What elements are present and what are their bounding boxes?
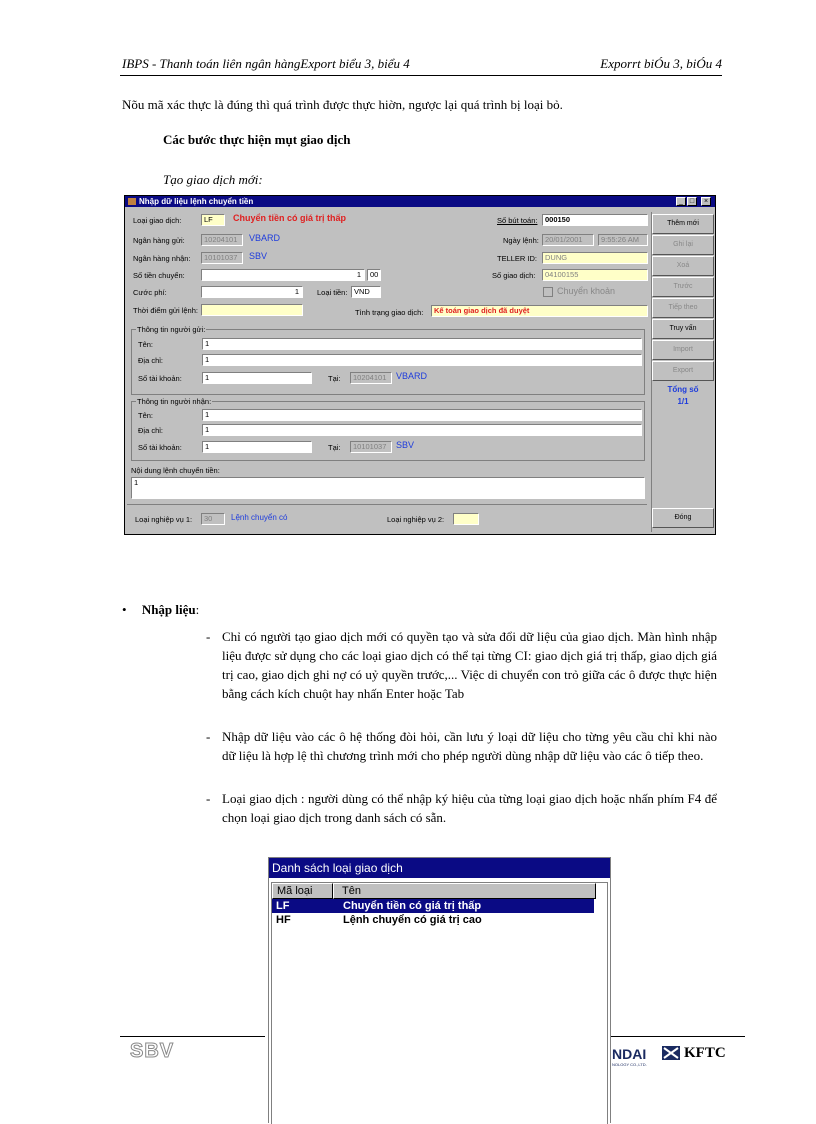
loai-tien-label: Loại tiền: — [317, 288, 348, 297]
chuyen-khoan-label: Chuyển khoản — [557, 286, 616, 296]
hyundai-logo: NDAI — [612, 1046, 647, 1062]
sender-so-tk-label: Số tài khoản: — [138, 374, 182, 383]
sender-group — [131, 325, 645, 395]
nh-nhan-code-field[interactable]: 10101037 — [201, 252, 243, 264]
intro-paragraph: Nõu mã xác thực là đúng thì quá trình được thực hiờn, ngược lại quá trình bị loại bỏ. — [122, 97, 563, 112]
list-item — [206, 789, 717, 827]
so-but-toan-label: Số bút toán: — [497, 216, 538, 225]
section-title: Các bước thực hiện mụt giao dịch — [163, 132, 351, 147]
list-item-text: Chỉ có người tạo giao dịch mới có quyền tạo và sửa đổi dữ liệu của giao dịch. Màn hình nhập liệu được sử dụng cho các loại giao dịch có thể tại từng CI: giao dịch giá trị thấp, giao dịch giá trị cao, giao dịch ghi nợ có uỷ quyền trước,... Việc di chuyển con trỏ giữa các ô được thực hiện bằng cách kích chuột hay nhấn Enter hoặc Tab — [222, 629, 717, 701]
cuoc-phi-field[interactable]: 1 — [201, 286, 303, 298]
list-window-titlebar — [269, 858, 610, 878]
footer-rule-right — [610, 1036, 745, 1037]
nh-nhan-label: Ngân hàng nhận: — [133, 254, 191, 263]
truoc-button[interactable]: Trước — [652, 277, 714, 297]
tong-so-label: Tổng số — [667, 385, 699, 394]
header-right: Exporrt biÓu 3, biÓu 4 — [600, 56, 722, 71]
col-code-header[interactable]: Mã loại — [272, 883, 333, 899]
minimize-button[interactable]: _ — [676, 197, 686, 206]
sender-so-tk-field[interactable]: 1 — [202, 372, 312, 384]
sender-tai-code-field[interactable]: 10204101 — [350, 372, 392, 384]
thoi-diem-label: Thời điểm gửi lệnh: — [133, 306, 198, 315]
bullet-icon: • — [122, 602, 127, 617]
side-toolbar — [651, 212, 714, 532]
so-tien-label: Số tiền chuyển: — [133, 271, 185, 280]
list-item — [206, 627, 717, 703]
receiver-so-tk-field[interactable]: 1 — [202, 441, 312, 453]
ngay-lenh-date-field[interactable]: 20/01/2001 — [542, 234, 594, 246]
bullet-nhap-lieu — [122, 600, 199, 620]
so-tien-cents-field[interactable]: 00 — [367, 269, 381, 281]
list-view — [271, 882, 608, 1124]
window-title: Nhập dữ liệu lệnh chuyển tiền — [139, 197, 254, 206]
transaction-type-list-window — [268, 857, 611, 1123]
so-but-toan-field[interactable]: 000150 — [542, 214, 648, 226]
row-code: LF — [276, 900, 290, 912]
nghiep-vu1-desc: Lệnh chuyển có — [231, 513, 288, 522]
form-area — [127, 209, 647, 531]
sender-tai-name: VBARD — [396, 371, 428, 381]
noi-dung-label: Nội dung lệnh chuyển tiền: — [131, 466, 220, 475]
nghiep-vu2-field[interactable] — [453, 513, 479, 525]
row-name: Chuyển tiền có giá trị thấp — [343, 900, 482, 912]
subsection-title: Tạo giao dịch mới: — [163, 172, 263, 187]
so-gd-label: Số giao dịch: — [492, 271, 536, 280]
hyundai-logo-sub: NOLOGY CO.,LTD. — [612, 1062, 647, 1067]
sender-group-title: Thông tin người gửi: — [137, 325, 206, 334]
cuoc-phi-label: Cước phí: — [133, 288, 167, 297]
tong-so-value: 1/1 — [677, 397, 689, 406]
transfer-entry-window — [124, 195, 716, 535]
receiver-group — [131, 397, 645, 461]
loai-gd-label: Loại giao dịch: — [133, 216, 182, 225]
receiver-dia-chi-label: Địa chỉ: — [138, 426, 164, 435]
nghiep-vu1-field[interactable]: 30 — [201, 513, 225, 525]
tinh-trang-field: Kế toán giao dịch đã duyệt — [431, 305, 648, 317]
nghiep-vu2-label: Loại nghiệp vụ 2: — [387, 515, 445, 524]
noi-dung-field[interactable]: 1 — [131, 477, 645, 499]
tinh-trang-label: Tình trạng giao dịch: — [355, 308, 424, 317]
nh-gui-label: Ngân hàng gửi: — [133, 236, 185, 245]
nh-gui-code-field[interactable]: 10204101 — [201, 234, 243, 246]
dash-marker: - — [206, 629, 211, 644]
list-item-text: Nhập dữ liệu vào các ô hệ thống đòi hỏi, cần lưu ý loại dữ liệu cho từng yêu cầu chỉ khi nào dữ liệu là hợp lệ thì chương trình mới cho phép người dùng nhập dữ liệu vào các ô tiếp theo. — [222, 729, 717, 763]
teller-field[interactable]: DUNG — [542, 252, 648, 264]
truy-van-button[interactable]: Truy vấn — [652, 319, 714, 339]
sender-tai-label: Tại: — [328, 374, 341, 383]
tiep-theo-button[interactable]: Tiếp theo — [652, 298, 714, 318]
receiver-so-tk-label: Số tài khoản: — [138, 443, 182, 452]
receiver-tai-code-field[interactable]: 10101037 — [350, 441, 392, 453]
table-row[interactable] — [272, 913, 594, 927]
receiver-tai-label: Tại: — [328, 443, 341, 452]
dash-marker: - — [206, 729, 211, 744]
table-row[interactable] — [272, 899, 594, 913]
ngay-lenh-label: Ngày lệnh: — [503, 236, 539, 245]
header-left: IBPS - Thanh toán liên ngân hàngExport biểu 3, biểu 4 — [122, 56, 410, 71]
dong-button[interactable]: Đóng — [652, 508, 714, 528]
thoi-diem-field[interactable] — [201, 304, 303, 316]
window-titlebar — [125, 196, 715, 207]
list-item — [206, 727, 717, 765]
them-moi-button[interactable]: Thêm mới — [652, 214, 714, 234]
nghiep-vu1-label: Loại nghiệp vụ 1: — [135, 515, 193, 524]
sender-ten-label: Tên: — [138, 340, 154, 349]
ngay-lenh-time-field[interactable]: 9:55:26 AM — [598, 234, 648, 246]
loai-gd-desc: Chuyển tiền có giá trị thấp — [233, 213, 347, 223]
receiver-ten-label: Tên: — [138, 411, 154, 420]
bullet-colon: : — [195, 602, 200, 617]
footer-rule-left — [120, 1036, 265, 1037]
receiver-dia-chi-field[interactable]: 1 — [202, 424, 642, 436]
loai-tien-field[interactable]: VND — [351, 286, 381, 298]
import-button[interactable]: Import — [652, 340, 714, 360]
loai-gd-code-field[interactable]: LF — [201, 214, 225, 226]
so-tien-field[interactable]: 1 — [201, 269, 365, 281]
kftc-logo: KFTC — [684, 1045, 726, 1061]
chuyen-khoan-checkbox[interactable] — [543, 287, 553, 297]
header-rule — [120, 75, 722, 76]
receiver-tai-name: SBV — [396, 440, 415, 450]
so-gd-field[interactable]: 04100155 — [542, 269, 648, 281]
app-icon — [128, 198, 136, 205]
xoa-button[interactable]: Xoá — [652, 256, 714, 276]
list-window-title: Danh sách loại giao dịch — [272, 861, 403, 875]
bottom-divider — [127, 504, 647, 505]
export-button[interactable]: Export — [652, 361, 714, 381]
row-name: Lệnh chuyển có giá trị cao — [343, 914, 482, 926]
list-item-text: Loại giao dịch : người dùng có thể nhập ký hiệu của từng loại giao dịch hoặc nhấn phím F4 để chọn loại giao dịch trong danh sách có sẵn. — [222, 791, 717, 825]
ghi-lai-button[interactable]: Ghi lại — [652, 235, 714, 255]
maximize-button[interactable]: □ — [687, 197, 697, 206]
receiver-group-title: Thông tin người nhận: — [137, 397, 212, 406]
sender-dia-chi-label: Địa chỉ: — [138, 356, 164, 365]
nh-nhan-name: SBV — [249, 251, 268, 261]
dash-marker: - — [206, 791, 211, 806]
close-button[interactable]: × — [701, 197, 711, 206]
sender-ten-field[interactable]: 1 — [202, 338, 642, 350]
col-name-header[interactable]: Tên — [333, 883, 596, 899]
receiver-ten-field[interactable]: 1 — [202, 409, 642, 421]
teller-label: TELLER ID: — [497, 254, 538, 263]
nh-gui-name: VBARD — [249, 233, 281, 243]
sbv-logo: SBV — [130, 1040, 175, 1062]
bullet-title: Nhập liệu — [141, 602, 196, 617]
kftc-emblem-icon — [662, 1046, 680, 1060]
sender-dia-chi-field[interactable]: 1 — [202, 354, 642, 366]
row-code: HF — [276, 914, 291, 926]
